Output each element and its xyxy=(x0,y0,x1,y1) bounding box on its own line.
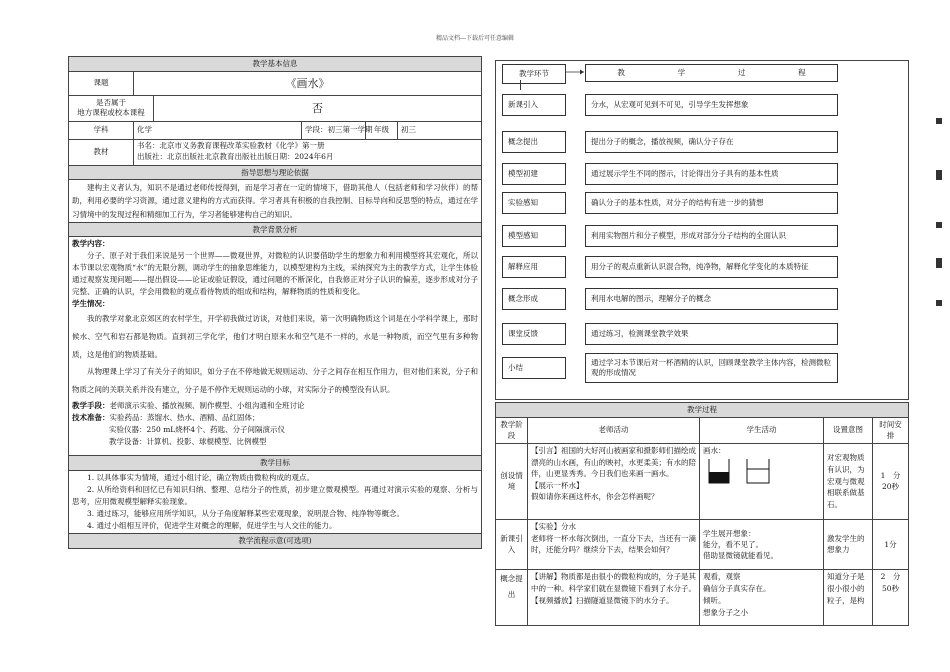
student-activity: 画水： xyxy=(703,445,726,455)
process-header-cell: 教学阶段 xyxy=(496,417,528,443)
content-text: 分子、原子对于我们来说是另一个世界——微观世界，对微粒的认识要借助学生的想象力和利用模型将其宏观化，所以本节课以宏观物质“水”的无限分割，调动学生的抽象思维能力，以模型建构为主线，采纳探究为主的教学方式，让学生体验通过观察发现问题——提出假设——论证或验证假设，通过问题的不断深化，自我修正对分子认识的偏差，逐步形成对分子完整、正确的认识，学会用微粒的观点看待物质的组成和结构，解释物质的性质和变化。 xyxy=(72,251,479,297)
local-course-label: 是否属于 地方课程或校本课程 xyxy=(69,95,154,121)
goal-item: 1. 以具体事实为情境，通过小组讨论，确立物质由微粒构成的观点。 xyxy=(87,473,315,482)
flow-connector xyxy=(520,80,527,90)
flow-process-char: 过 xyxy=(737,67,746,77)
material-label: 教材 xyxy=(69,139,134,165)
flow-desc: 确认分子的基本性质，对分子的结构有进一步的猜想 xyxy=(585,192,838,214)
prep-line-1: 实验药品：蒸馏水、热水、酒精、品红固体； xyxy=(109,413,260,423)
edge-fragment xyxy=(936,118,942,124)
flow-stage: 模型初建 xyxy=(502,163,566,185)
goal-item: 4. 通过小组相互评价，促进学生对概念的理解，促进学生与人交往的能力。 xyxy=(87,521,337,530)
flow-process-char: 学 xyxy=(677,67,686,77)
flow-stage: 新课引入 xyxy=(502,94,566,116)
teacher-activity: 【展示一杯水】 xyxy=(531,480,584,490)
flow-stage: 概念提出 xyxy=(502,131,566,153)
process-header-cell: 学生活动 xyxy=(700,417,824,443)
flow-process-header xyxy=(585,64,838,82)
prep-line-2: 实验仪器：250 mL烧杯4个、药匙、分子间隔演示仪 xyxy=(109,425,286,435)
flow-desc: 分水，从宏观可见到不可见，引导学生发挥想象 xyxy=(585,94,838,116)
goals-title: 教学目标 xyxy=(69,456,482,471)
flow-process-char: 教 xyxy=(617,67,625,77)
goal-item: 3. 通过练习，能够应用所学知识，从分子角度解释某些宏观现象，说明混合物、纯净物等概念。 xyxy=(87,509,405,518)
flow-stage: 小结 xyxy=(502,357,566,379)
flow-stage: 概念形成 xyxy=(502,288,566,310)
term-value: 学段：初三第一学期 xyxy=(302,121,366,139)
flow-stage-header: 教学环节 xyxy=(502,64,566,84)
prep-line-3: 教学设备：计算机、投影、球棍模型、比例模型 xyxy=(109,437,267,447)
subject-label: 学科 xyxy=(69,121,134,139)
flow-desc: 提出分子的概念，播放视频，确认分子存在 xyxy=(585,131,838,153)
flow-process-char: 程 xyxy=(798,67,806,77)
guide-title: 指导思想与理论依据 xyxy=(69,165,482,180)
title-value: 《画水》 xyxy=(134,71,482,95)
flow-arrow-icon xyxy=(566,68,586,76)
page-header: 精品文档---下载后可任意编辑 xyxy=(435,35,515,42)
means-text: 老师演示实验、播放视频、制作模型、小组沟通和全班讨论 xyxy=(109,401,305,411)
flow-desc: 利用实物图片和分子模型，形成对部分分子结构的全面认识 xyxy=(585,225,838,247)
process-stage: 概念提出 xyxy=(496,569,528,625)
content-label: 教学内容： xyxy=(72,239,110,249)
title-label: 课题 xyxy=(69,71,134,95)
time-allocation: 1分 xyxy=(873,519,909,569)
process-table xyxy=(495,402,909,626)
process-header-cell: 老师活动 xyxy=(528,417,700,443)
flow-stage: 实验感知 xyxy=(502,192,566,214)
prep-label: 技术准备： xyxy=(72,413,110,423)
local-course-value: 否 xyxy=(154,95,482,121)
student-text-2: 从物理课上学习了有关分子的知识，如分子在不停地做无规则运动、分子之间存在相互作用力，但对他们来说，分子和物质之间的关联关系并没有建立，分子是不停作无规则运动的小球，对实际分子的模型没有认识。 xyxy=(72,367,479,394)
teacher-activity: 【引言】祖国的大好河山被画家和摄影师们描绘成漂亮的山水画，有山的映衬，水更柔美；有水的陪伴，山更显秀秀。今日我们也来画一画水。 xyxy=(531,445,696,479)
material-book: 书名：北京市义务教育课程改革实验教材《化学》第一册 xyxy=(137,141,325,151)
student-label: 学生情况： xyxy=(72,299,110,309)
design-intent: 激发学生的想象力 xyxy=(824,519,873,569)
material-publisher: 出版社：北京出版社北京教育出版社出版日期：2024年6月 xyxy=(137,152,334,162)
process-header-cell: 时间安排 xyxy=(873,417,909,443)
background-title: 教学背景分析 xyxy=(69,222,482,237)
goal-item: 2. 从所给资料和回忆已有知识归纳、整理、总结分子的性质，初步建立微观模型。再通过对演示实验的观察、分析与思考，应用微观模型解释实验现象。 xyxy=(72,485,479,506)
teacher-activity: 老师将一杯水每次倒出，一直分下去，当还有一滴时，还能分吗？继续分下去，结果会如何？ xyxy=(531,533,696,555)
flow-stage: 模型感知 xyxy=(502,225,566,247)
grade-label: 年级 xyxy=(366,121,398,139)
flow-desc: 通过展示学生不同的图示，讨论得出分子具有的基本性质 xyxy=(585,163,838,185)
means-label: 教学手段： xyxy=(72,401,110,411)
edge-fragment xyxy=(936,300,942,306)
edge-fragment xyxy=(936,170,942,180)
flow-desc: 通过练习，检测课堂教学效果 xyxy=(585,323,838,345)
edge-fragment xyxy=(936,222,942,228)
flow-desc: 利用水电解的图示，理解分子的概念 xyxy=(585,288,838,310)
guide-text: 建构主义者认为，知识不是通过老师传授得到，而是学习者在一定的情境下，借助其他人（包括老师和学习伙伴）的帮助，利用必要的学习资源，通过意义建构的方式而获得。学习者具有积极的自我控制、目标导向和反思型的特点，通过在学习情境中的发现过程和精细加工行为，学习者能够建构自己的知识。 xyxy=(69,180,482,222)
subject-value: 化学 xyxy=(134,121,302,139)
teacher-activity: 【实验】分水 xyxy=(531,521,576,531)
student-activity: 学生展开想象： 能分，看不见了。 借助显微镜就能看见。 xyxy=(700,519,824,569)
process-title: 教学过程 xyxy=(496,403,909,418)
student-text-1: 我的教学对象北京郊区的农村学生，开学初我做过访谈，对他们来说，第一次明确物质这个词是在小学科学课上，那时候水、空气和岩石都是物质。直到初三学化学，他们才明白原来水和空气是不一样的，水是一种物质，而空气里有多种物质，这是他们的物质基础。 xyxy=(72,314,479,359)
beaker-drawing xyxy=(703,457,773,487)
time-allocation: 1 分20秒 xyxy=(873,443,909,519)
flow-stage: 解释应用 xyxy=(502,256,566,278)
flow-desc: 通过学习本节课后对一杯酒精的认识，回顾课堂教学主体内容，检测微粒观的形成情况 xyxy=(585,353,838,383)
time-allocation: 2 分50秒 xyxy=(873,569,909,625)
basic-info-table xyxy=(68,56,482,549)
student-activity: 观看，观察 确信分子真实存在。 倾听。 想象分子之小 xyxy=(700,569,824,625)
teacher-activity: 【视频播放】扫描隧道显微镜下的水分子。 xyxy=(531,595,674,605)
teacher-activity: 假如请你来画这杯水，你会怎样画呢？ xyxy=(531,492,659,502)
edge-fragment xyxy=(936,258,942,268)
flow-desc: 用分子的观点重新认识混合物，纯净物，解释化学变化的本质特征 xyxy=(585,256,838,278)
process-stage: 新课引入 xyxy=(496,519,528,569)
flow-section-title: 教学流程示意(可选项) xyxy=(69,534,482,549)
grade-value: 初三 xyxy=(398,121,482,139)
basic-info-title: 教学基本信息 xyxy=(69,57,482,72)
design-intent: 知道分子是很小很小的粒子，是构 xyxy=(824,569,873,625)
teacher-activity: 【讲解】物质都是由很小的微粒构成的，分子是其中的一种。科学家们就在显微镜下看到了水分子。 xyxy=(531,571,696,593)
process-header-cell: 设置意图 xyxy=(824,417,873,443)
design-intent: 对宏观物质有认识，为宏观与微观相联系做基石。 xyxy=(824,443,873,519)
process-stage: 创设情境 xyxy=(496,443,528,519)
flow-stage: 课堂反馈 xyxy=(502,323,566,345)
